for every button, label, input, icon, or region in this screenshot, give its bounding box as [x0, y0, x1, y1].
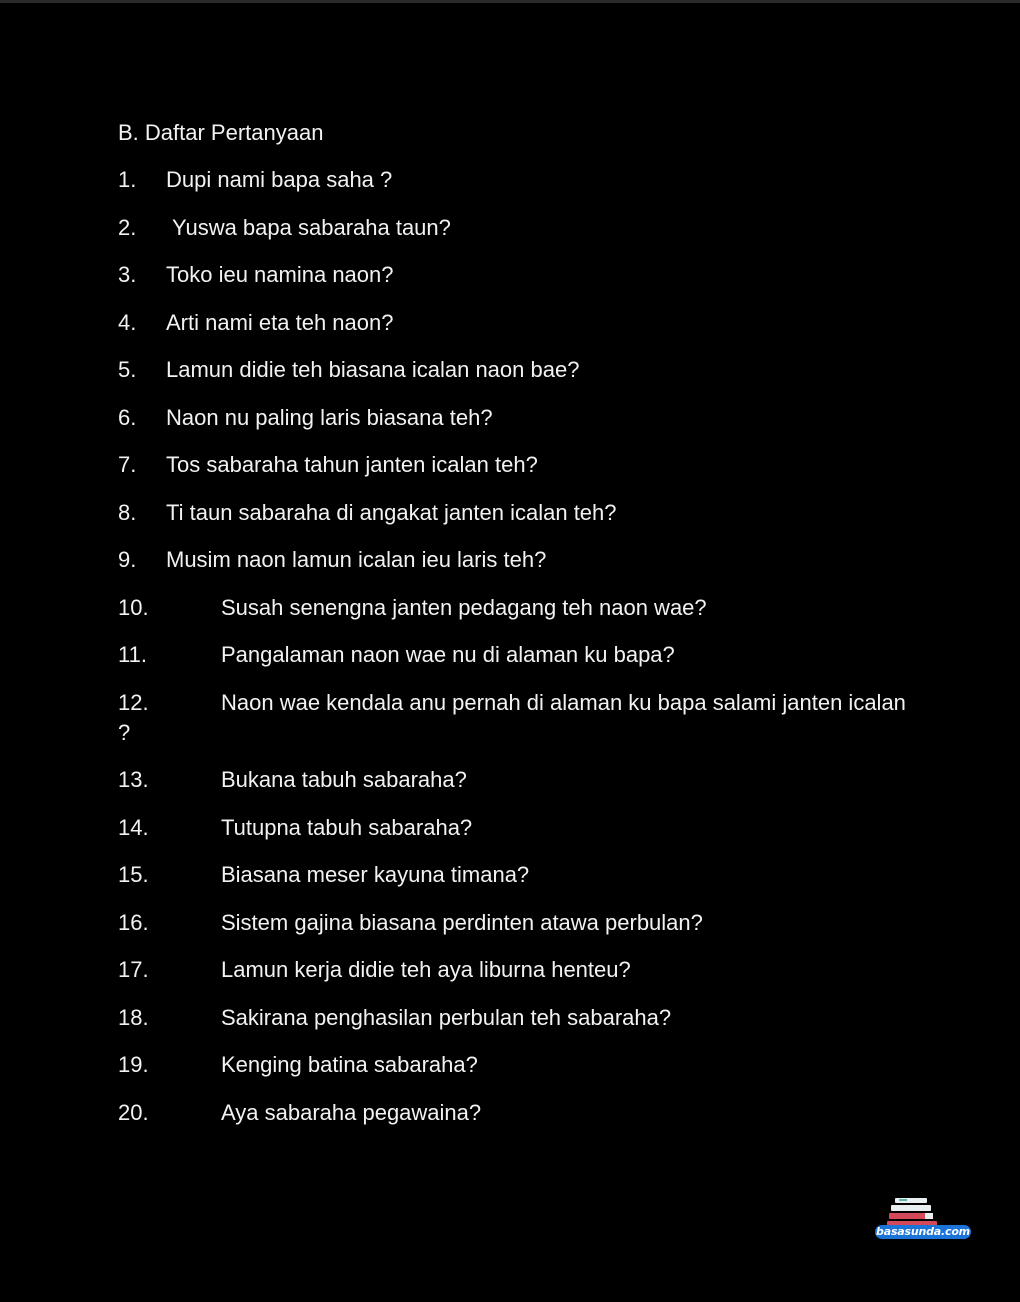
item-text: Lamun kerja didie teh aya liburna henteu? [221, 957, 631, 982]
item-number: 12. [118, 689, 149, 715]
item-number: 4. [118, 309, 137, 335]
item-number: 18. [118, 1004, 149, 1030]
item-text: Dupi nami bapa saha ? [166, 167, 393, 192]
item-number: 10. [118, 594, 149, 620]
list-item [118, 908, 908, 938]
item-text: Musim naon lamun icalan ieu laris teh? [166, 547, 547, 572]
list-item [118, 355, 908, 385]
item-number: 7. [118, 452, 137, 477]
list-item [118, 213, 908, 243]
item-number: 5. [118, 357, 137, 382]
section-heading: B. Daftar Pertanyaan [118, 120, 324, 145]
list-item [118, 955, 908, 985]
item-text: Naon wae kendala anu pernah di alaman ku bapa salami janten icalan ? [118, 689, 906, 745]
item-text: Sistem gajina biasana perdinten atawa perbulan? [221, 909, 703, 935]
item-text: Naon nu paling laris biasana teh? [166, 404, 493, 430]
list-item [118, 1003, 908, 1033]
item-text: Bukana tabuh sabaraha? [221, 767, 467, 792]
item-number: 17. [118, 957, 149, 982]
list-item [118, 308, 908, 338]
item-text: Ti taun sabaraha di angakat janten icalan teh? [166, 499, 617, 525]
list-item [118, 165, 908, 195]
list-item [118, 260, 908, 290]
item-number: 13. [118, 767, 149, 792]
document-page [118, 118, 908, 1145]
item-text: Aya sabaraha pegawaina? [221, 1099, 482, 1125]
list-item [118, 498, 908, 528]
item-number: 15. [118, 862, 149, 887]
item-text: Tutupna tabuh sabaraha? [221, 814, 473, 840]
item-text: Toko ieu namina naon? [166, 262, 394, 287]
item-number: 9. [118, 547, 137, 572]
item-number: 14. [118, 814, 149, 840]
list-item [118, 1050, 908, 1080]
list-item [118, 593, 908, 623]
list-item [118, 860, 908, 890]
item-text: Tos sabaraha tahun janten icalan teh? [166, 452, 538, 477]
list-item [118, 688, 908, 748]
item-text: Pangalaman naon wae nu di alaman ku bapa? [221, 642, 675, 667]
item-text: Biasana meser kayuna timana? [221, 862, 530, 887]
item-number: 6. [118, 404, 137, 430]
list-item [118, 403, 908, 433]
watermark-logo [873, 1196, 973, 1244]
list-item [118, 765, 908, 795]
item-number: 20. [118, 1099, 149, 1125]
item-text: Sakirana penghasilan perbulan teh sabaraha? [221, 1004, 672, 1030]
list-item [118, 640, 908, 670]
list-item [118, 1098, 908, 1128]
watermark-text: basasunda.com [876, 1225, 970, 1238]
item-number: 3. [118, 262, 137, 287]
item-number: 16. [118, 909, 149, 935]
item-number: 1. [118, 167, 137, 192]
item-number: 11. [118, 642, 147, 667]
item-text: Yuswa bapa sabaraha taun? [172, 214, 451, 240]
top-border [0, 0, 1020, 3]
item-text: Susah senengna janten pedagang teh naon wae? [221, 594, 707, 620]
list-item [118, 545, 908, 575]
item-number: 8. [118, 499, 137, 525]
item-text: Arti nami eta teh naon? [166, 309, 394, 335]
item-text: Lamun didie teh biasana icalan naon bae? [166, 357, 580, 382]
item-number: 19. [118, 1052, 149, 1077]
list-item [118, 813, 908, 843]
item-text: Kenging batina sabaraha? [221, 1052, 478, 1077]
item-number: 2. [118, 214, 137, 240]
list-item [118, 450, 908, 480]
